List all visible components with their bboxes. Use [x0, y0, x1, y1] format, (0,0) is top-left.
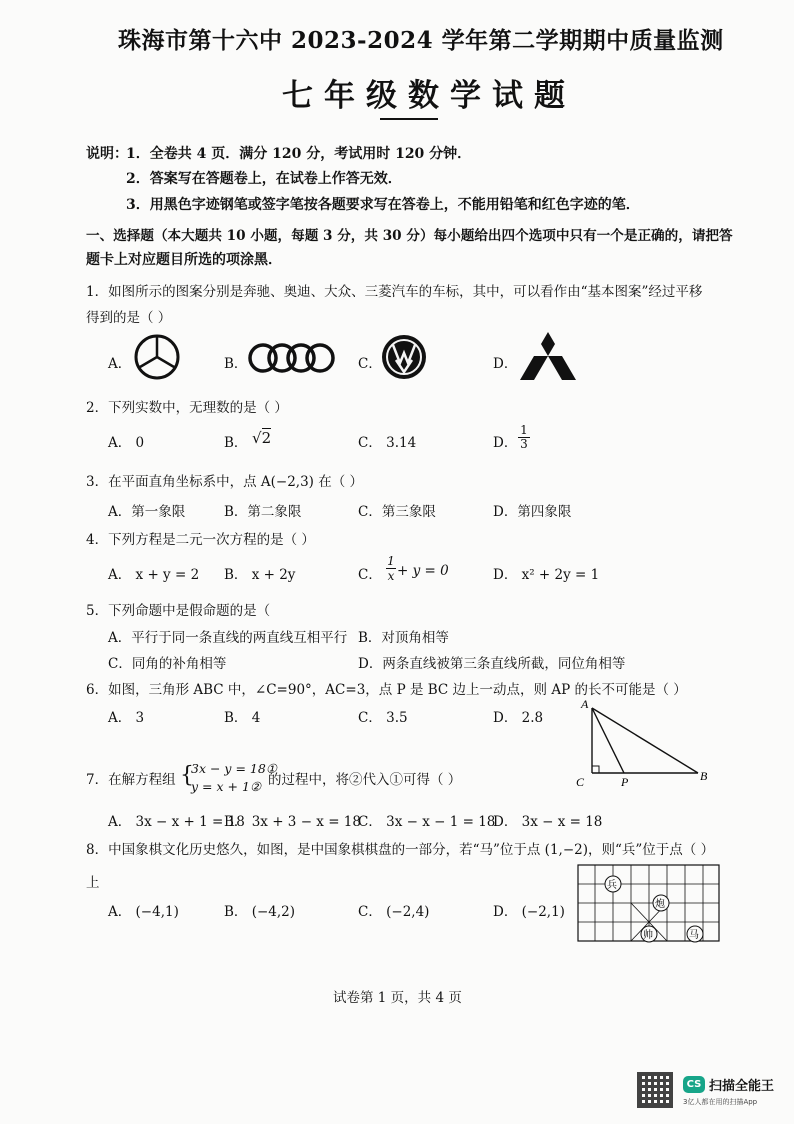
triangle-figure [572, 698, 722, 792]
equation-1: 3x − y = 18① [191, 761, 278, 776]
q4-option-b: B． x + 2y [224, 567, 296, 583]
q5-stem: 5．下列命题中是假命题的是（ [86, 603, 271, 619]
q1-option-a: A． [108, 356, 132, 372]
notes-label: 说明： [86, 146, 128, 162]
audi-logo [247, 341, 337, 375]
equation-2: y = x + 1② [191, 779, 262, 794]
q7-option-c: C． 3x − x − 1 = 18 [358, 814, 496, 830]
q7-option-a: A． 3x − x + 1 = 18 [108, 814, 245, 830]
q7-stem-2: 的过程中，将②代入①可得（ ） [268, 772, 462, 788]
mercedes-logo [133, 333, 181, 381]
q2-option-d: D． [493, 435, 518, 451]
q8-option-b: B． (−4,2) [224, 904, 296, 920]
q6-option-a: A． 3 [108, 710, 145, 726]
q3-option-a: A．第一象限 [108, 504, 186, 520]
q2-option-b: B． [224, 435, 248, 451]
vertex-b-label: B [700, 769, 708, 783]
point-p-label: P [621, 775, 629, 789]
section1-line2: 题卡上对应题目所选的项涂黑． [86, 252, 282, 268]
fraction-numerator: 1 [520, 423, 528, 437]
q8-option-a: A． (−4,1) [108, 904, 179, 920]
q1-stem-1: 1．如图所示的图案分别是奔驰、奥迪、大众、三菱汽车的车标，其中，可以看作由“基本图案”经过平移 [86, 284, 703, 300]
q8-option-c: C． (−2,4) [358, 904, 430, 920]
section1-line1: 一、选择题（本大题共 10 小题，每题 3 分，共 30 分）每小题给出四个选项中只有一个是正确的，请把答 [86, 228, 733, 244]
q1-option-d: D． [493, 356, 518, 372]
camscanner-slogan: 3亿人都在用的扫描App [683, 1098, 758, 1106]
q2-option-d-fraction [518, 424, 530, 451]
fraction-denominator: x [387, 569, 395, 583]
exam-title: 珠海市第十六中 2023-2024 学年第二学期期中质量监测 [118, 27, 724, 54]
q5-option-d: D．两条直线被第三条直线所截，同位角相等 [358, 656, 626, 672]
q3-stem: 3．在平面直角坐标系中，点 A(−2,3) 在（ ） [86, 474, 364, 490]
q6-option-d: D． 2.8 [493, 710, 544, 726]
mitsubishi-logo [518, 330, 578, 384]
q4-option-a: A． x + y = 2 [108, 567, 200, 583]
q8-stem-1: 8．中国象棋文化历史悠久，如图，是中国象棋棋盘的一部分，若“马”位于点 (1,−2)，则“兵”位于点（ ） [86, 842, 715, 858]
q5-option-b: B．对顶角相等 [358, 630, 449, 646]
chess-board-figure [577, 864, 722, 944]
q1-option-c: C． [358, 356, 382, 372]
q4-stem: 4．下列方程是二元一次方程的是（ ） [86, 532, 315, 548]
q4-option-c: C． [358, 567, 382, 583]
q3-option-d: D．第四象限 [493, 504, 572, 520]
note-2: 2．答案写在答题卷上，在试卷上作答无效． [126, 171, 402, 187]
q2-stem: 2．下列实数中，无理数的是（ ） [86, 400, 288, 416]
q7-stem-1: 7．在解方程组 [86, 772, 176, 788]
q6-option-c: C． 3.5 [358, 710, 408, 726]
qr-code [637, 1072, 673, 1108]
q7-option-d: D． 3x − x = 18 [493, 814, 603, 830]
q2-option-b-math [252, 429, 271, 447]
camscanner-name: 扫描全能王 [709, 1079, 775, 1094]
piece-pao: 炮 [655, 899, 665, 910]
camscanner-logo: CS [683, 1076, 705, 1093]
q1-option-b: B． [224, 356, 248, 372]
q1-stem-2: 得到的是（ ） [86, 310, 172, 326]
q3-option-c: C．第三象限 [358, 504, 436, 520]
q6-option-b: B． 4 [224, 710, 261, 726]
q8-stem-2: 上 [86, 875, 100, 891]
volkswagen-logo [380, 333, 428, 381]
sqrt-radicand: 2 [261, 429, 272, 447]
q4-option-c-rest: + y = 0 [397, 563, 449, 579]
q2-option-a: A． 0 [108, 435, 145, 451]
vertex-c-label: C [576, 775, 585, 789]
system-brace: { [180, 763, 194, 788]
q6-stem: 6．如图，三角形 ABC 中，∠C=90°，AC=3，点 P 是 BC 边上一动点，则 AP 的长不可能是（ ） [86, 682, 687, 698]
piece-bing: 兵 [607, 880, 617, 891]
equation-system [191, 760, 277, 796]
q5-option-a: A．平行于同一条直线的两直线互相平行 [108, 630, 348, 646]
exam-subtitle: 七年级数学试题 [282, 78, 576, 114]
q4-option-c-fraction [386, 554, 396, 583]
q4-option-d: D． x² + 2y = 1 [493, 567, 600, 583]
q3-option-b: B．第二象限 [224, 504, 302, 520]
page-footer: 试卷第 1 页，共 4 页 [333, 990, 462, 1006]
q7-option-b: B． 3x + 3 − x = 18 [224, 814, 361, 830]
vertex-a-label: A [581, 698, 589, 711]
fraction-denominator: 3 [518, 437, 530, 451]
fraction-numerator: 1 [387, 554, 395, 568]
sqrt-symbol: √ [252, 429, 262, 447]
q2-option-c: C． 3.14 [358, 435, 417, 451]
note-3: 3．用黑色字迹钢笔或签字笔按各题要求写在答卷上，不能用铅笔和红色字迹的笔． [126, 197, 640, 213]
q8-option-d: D． (−2,1) [493, 904, 565, 920]
piece-shuai: 帅 [643, 930, 653, 941]
subtitle-underline [380, 118, 438, 120]
q5-option-c: C．同角的补角相等 [108, 656, 227, 672]
piece-ma: 马 [689, 930, 699, 941]
note-1: 1．全卷共 4 页．满分 120 分，考试用时 120 分钟． [126, 146, 472, 162]
